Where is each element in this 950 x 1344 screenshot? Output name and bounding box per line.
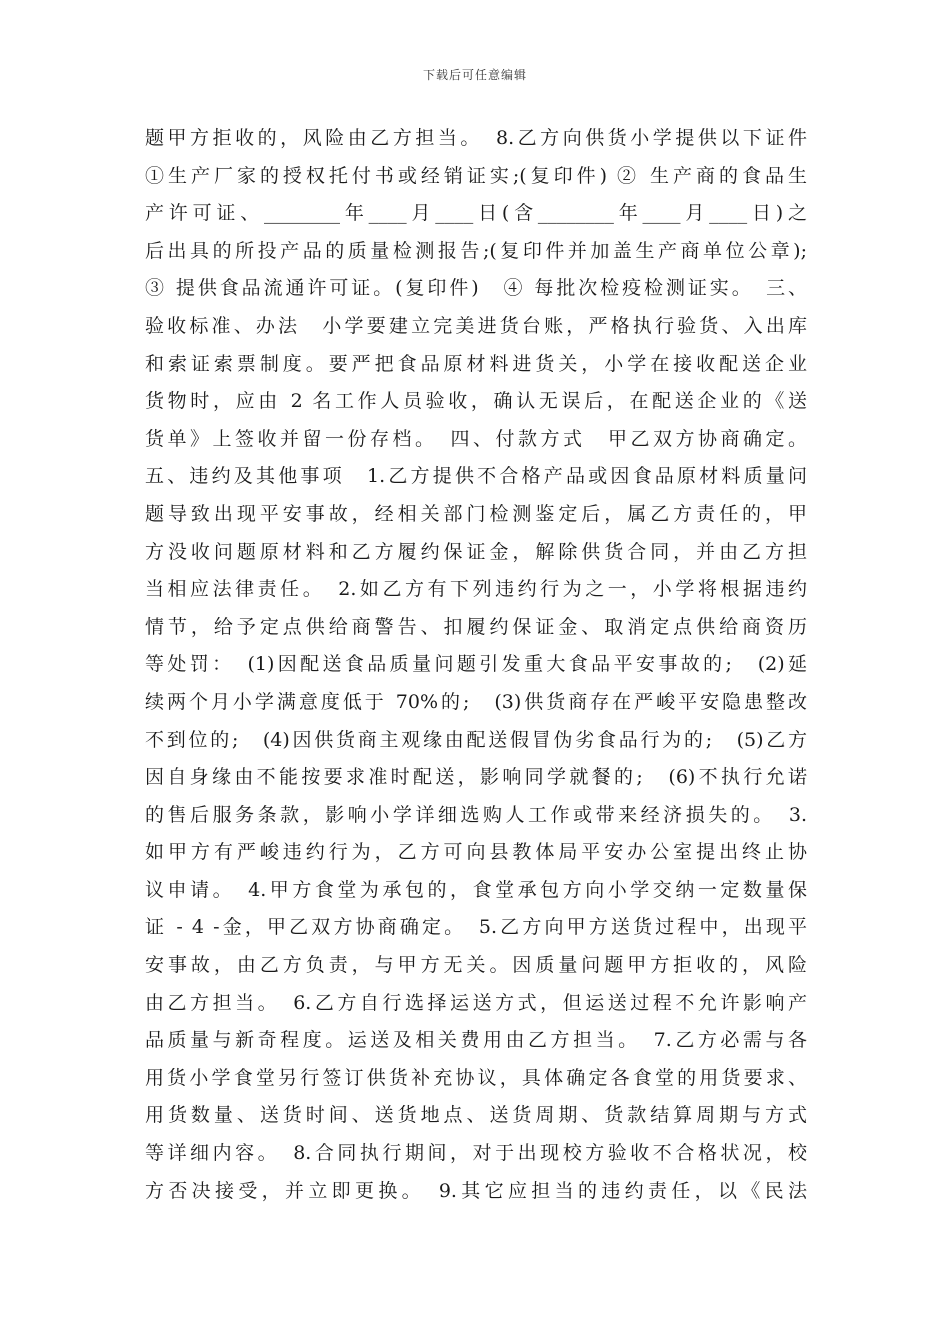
text-line: 如甲方有严峻违约行为，乙方可向县教体局平安办公室提出终止协 xyxy=(145,841,807,864)
text-line: 品质量与新奇程度。运送及相关费用由乙方担当。 7.乙方必需与各 xyxy=(145,1029,807,1052)
text-line: 等详细内容。 8.合同执行期间，对于出现校方验收不合格状况，校 xyxy=(145,1142,807,1165)
text-line: 不到位的; (4)因供货商主观缘由配送假冒伪劣食品行为的; (5)乙方 xyxy=(145,728,807,751)
text-line: 后出具的所投产品的质量检测报告;(复印件并加盖生产商单位公章); xyxy=(145,239,807,262)
text-line: 产许可证、________年____月____日(含________年____月____日)之 xyxy=(145,202,807,225)
text-line: 的售后服务条款，影响小学详细选购人工作或带来经济损失的。 3. xyxy=(145,803,807,826)
text-line: 货单》上签收并留一份存档。 四、付款方式 甲乙双方协商确定。 xyxy=(145,427,807,450)
text-line: 方否决接受，并立即更换。 9.其它应担当的违约责任，以《民法 xyxy=(145,1179,807,1202)
text-line: 情节，给予定点供给商警告、扣履约保证金、取消定点供给商资历 xyxy=(145,615,807,638)
text-line: 当相应法律责任。 2.如乙方有下列违约行为之一，小学将根据违约 xyxy=(145,578,807,601)
text-line: 用货数量、送货时间、送货地点、送货周期、货款结算周期与方式 xyxy=(145,1104,807,1127)
text-line: 续两个月小学满意度低于 70%的; (3)供货商存在严峻平安隐患整改 xyxy=(145,690,807,713)
text-line: 证 - 4 -金，甲乙双方协商确定。 5.乙方向甲方送货过程中，出现平 xyxy=(145,916,807,939)
text-line: 安事故，由乙方负责，与甲方无关。因质量问题甲方拒收的，风险 xyxy=(145,954,807,977)
text-line: ①生产厂家的授权托付书或经销证实;(复印件) ② 生产商的食品生 xyxy=(145,164,807,187)
text-line: 方没收问题原材料和乙方履约保证金，解除供货合同，并由乙方担 xyxy=(145,540,807,563)
contract-body-text xyxy=(145,120,807,1210)
text-line: ③ 提供食品流通许可证。(复印件) ④ 每批次检疫检测证实。 三、 xyxy=(145,277,807,300)
text-line: 题甲方拒收的，风险由乙方担当。 8.乙方向供货小学提供以下证件 xyxy=(145,127,807,149)
page-header: 下载后可任意编辑 xyxy=(422,68,527,82)
text-line: 议申请。 4.甲方食堂为承包的，食堂承包方向小学交纳一定数量保 xyxy=(145,878,807,901)
text-line: 因自身缘由不能按要求准时配送，影响同学就餐的; (6)不执行允诺 xyxy=(145,766,807,789)
text-line: 五、违约及其他事项 1.乙方提供不合格产品或因食品原材料质量问 xyxy=(145,465,807,488)
text-line: 等处罚： (1)因配送食品质量问题引发重大食品平安事故的; (2)延 xyxy=(145,653,807,676)
text-line: 货物时，应由 2 名工作人员验收，确认无误后，在配送企业的《送 xyxy=(145,390,807,413)
text-line: 和索证索票制度。要严把食品原材料进货关，小学在接收配送企业 xyxy=(145,352,807,375)
text-line: 题导致出现平安事故，经相关部门检测鉴定后，属乙方责任的，甲 xyxy=(145,502,807,525)
text-line: 由乙方担当。 6.乙方自行选择运送方式，但运送过程不允许影响产 xyxy=(145,991,807,1014)
text-line: 验收标准、办法 小学要建立完美进货台账，严格执行验货、入出库 xyxy=(145,314,807,337)
text-line: 用货小学食堂另行签订供货补充协议，具体确定各食堂的用货要求、 xyxy=(145,1066,807,1089)
